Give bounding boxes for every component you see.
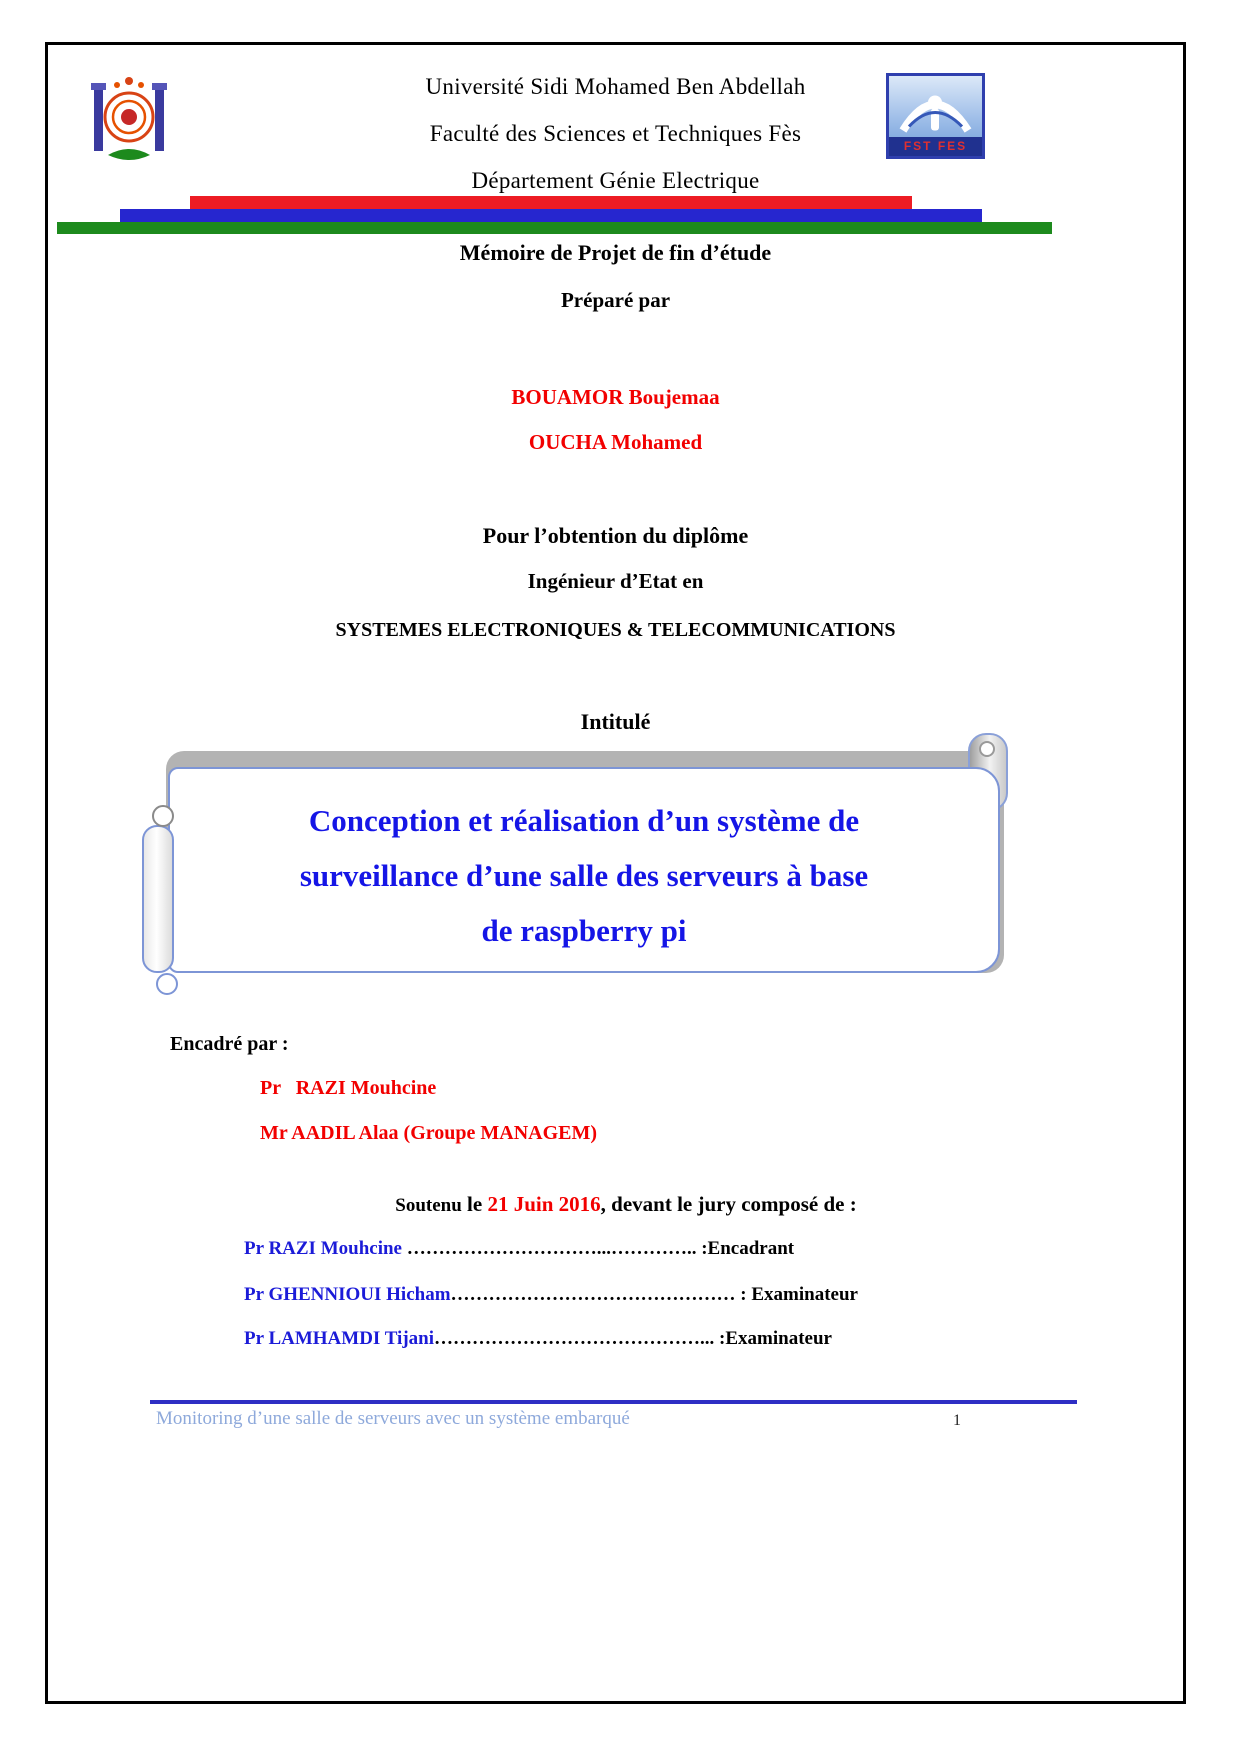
project-title-line-2: surveillance d’une salle des serveurs à base (299, 858, 869, 893)
jury-member-name-2: Pr GHENNIOUI Hicham (244, 1284, 451, 1305)
scroll-body (168, 767, 1000, 973)
jury-member-role-1: …………………………...………….. :Encadrant (401, 1238, 795, 1259)
encadre-label: Encadré par : (170, 1033, 289, 1055)
scroll-left-roll (142, 825, 174, 973)
project-title-line-1: Conception et réalisation d’un système de (308, 803, 860, 838)
page-frame (45, 42, 1186, 1704)
stripe-green (57, 222, 1052, 234)
footer-running-title: Monitoring d’une salle de serveurs avec un système embarqué (156, 1408, 630, 1429)
scroll-roll-dot-bottom (156, 973, 178, 995)
intitule-label: Intitulé (580, 709, 651, 734)
scroll-roll-dot-top (152, 805, 174, 827)
diploma-line-2: Ingénieur d’Etat en (527, 569, 704, 593)
supervisor-2: Mr AADIL Alaa (Groupe MANAGEM) (260, 1122, 598, 1144)
memoire-heading: Mémoire de Projet de fin d’étude (459, 240, 772, 265)
jury-member-name-3: Pr LAMHAMDI Tijani (244, 1328, 435, 1349)
scroll-curl-dot (979, 741, 995, 757)
defense-le: le (461, 1192, 488, 1216)
supervisor-1: Pr RAZI Mouhcine (260, 1077, 437, 1099)
jury-row-3 (225, 1306, 832, 1372)
university-name: Université Sidi Mohamed Ben Abdellah (425, 74, 806, 99)
defense-date: 21 Juin 2016 (487, 1192, 601, 1216)
jury-member-role-2: ……………………………………… : Examinateur (450, 1284, 858, 1305)
stripe-red (190, 196, 912, 209)
department-name: Département Génie Electrique (471, 168, 760, 193)
jury-member-role-3: ……………………………………... :Examinateur (434, 1328, 832, 1349)
page-number: 1 (953, 1412, 961, 1429)
title-scroll-banner (130, 761, 1010, 987)
author-name-1: BOUAMOR Boujemaa (511, 385, 720, 409)
project-title-line-3: de raspberry pi (481, 913, 687, 948)
diploma-line-3: SYSTEMES ELECTRONIQUES & TELECOMMUNICATIONS (335, 619, 896, 641)
footer-divider (150, 1400, 1077, 1404)
prepared-by-label: Préparé par (560, 288, 671, 312)
fst-logo-label: FST FES (889, 137, 982, 156)
diploma-line-1: Pour l’obtention du diplôme (482, 523, 749, 548)
stripe-blue (120, 209, 982, 222)
defense-soutenu: Soutenu (395, 1195, 462, 1216)
author-name-2: OUCHA Mohamed (528, 430, 703, 454)
defense-rest: , devant le jury composé de : (600, 1192, 857, 1216)
faculty-name: Faculté des Sciences et Techniques Fès (429, 121, 802, 146)
institution-header (48, 63, 1183, 204)
jury-member-name-1: Pr RAZI Mouhcine (244, 1238, 402, 1259)
